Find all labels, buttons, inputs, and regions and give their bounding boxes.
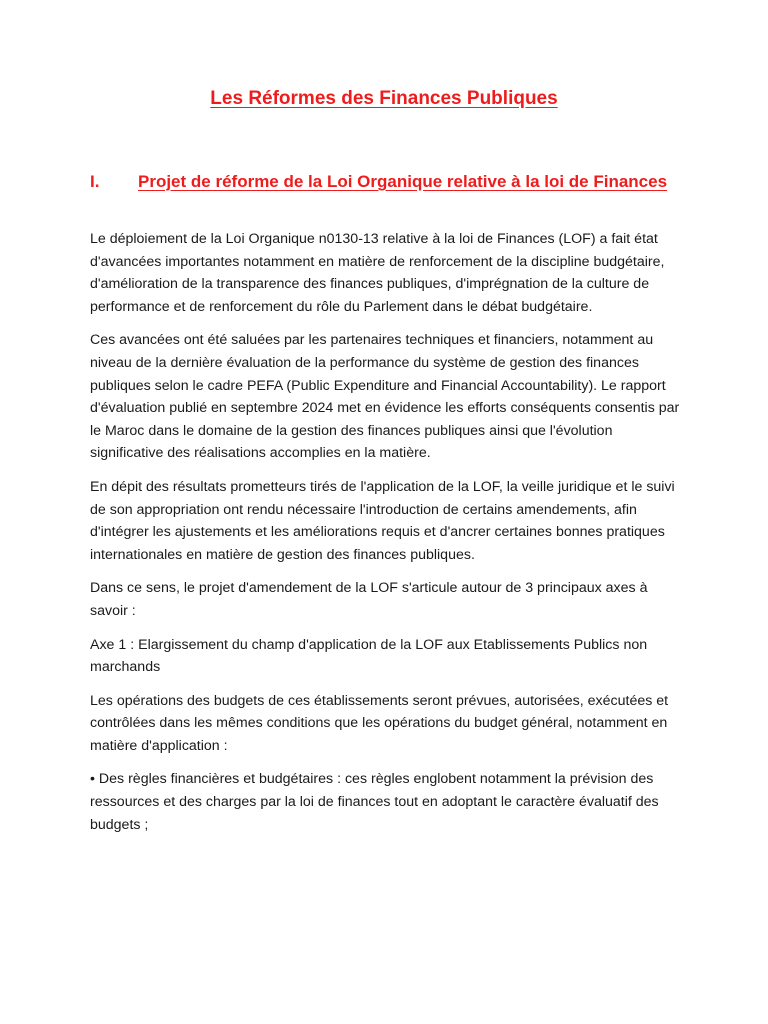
paragraph-deploiement: Le déploiement de la Loi Organique n0130-13 relative à la loi de Finances (LOF) a fait état d'avancées importantes notamment en matière de renforcement de la discipline budgétaire, d'amélioration de la transparence des finances publiques, d'imprégnation de la culture de performance et de renforcement du rôle du Parlement dans le débat budgétaire. (90, 231, 665, 315)
paragraph-bullet-regles: • Des règles financières et budgétaires : ces règles englobent notamment la prévision des ressources et des charges par la loi de finances tout en adoptant le caractère évaluatif des budgets ; (90, 771, 659, 833)
page-title-text: Les Réformes des Finances Publiques (210, 88, 558, 109)
section-number: I. (90, 172, 100, 191)
page-title (0, 88, 768, 110)
paragraph-axe-1: Axe 1 : Elargissement du champ d'application de la LOF aux Etablissements Publics non marchands (90, 636, 648, 676)
paragraph-sens: Dans ce sens, le projet d'amendement de la LOF s'articule autour de 3 principaux axes à savoir : (90, 580, 648, 619)
section-heading-text: Projet de réforme de la Loi Organique relative à la loi de Finances (138, 172, 668, 191)
paragraph-operations: Les opérations des budgets de ces établissements seront prévues, autorisées, exécutées et contrôlées dans les mêmes conditions que les opérations du budget général, notamment en matière d'application : (90, 692, 669, 754)
paragraph-avancees: Ces avancées ont été saluées par les partenaires techniques et financiers, notamment au niveau de la dernière évaluation de la performance du système de gestion des finances publiques selon le cadre PEFA (Public Expenditure and Financial Accountability). Le rapport d'évaluation publié en septembre 2024 met en évidence les efforts conséquents consentis par le Maroc dans le domaine de la gestion des finances publiques ainsi que l'évolution significative des réalisations accomplies en la matière. (90, 332, 680, 462)
paragraph-depit: En dépit des résultats prometteurs tirés de l'application de la LOF, la veille juridique et le suivi de son appropriation ont rendu nécessaire l'introduction de certains amendements, afin d'intégrer les ajustements et les améliorations requis et d'ancrer certaines bonnes pratiques internationales en matière de gestion des finances publiques. (90, 478, 675, 563)
body-text (90, 228, 680, 847)
section-heading (90, 169, 690, 195)
